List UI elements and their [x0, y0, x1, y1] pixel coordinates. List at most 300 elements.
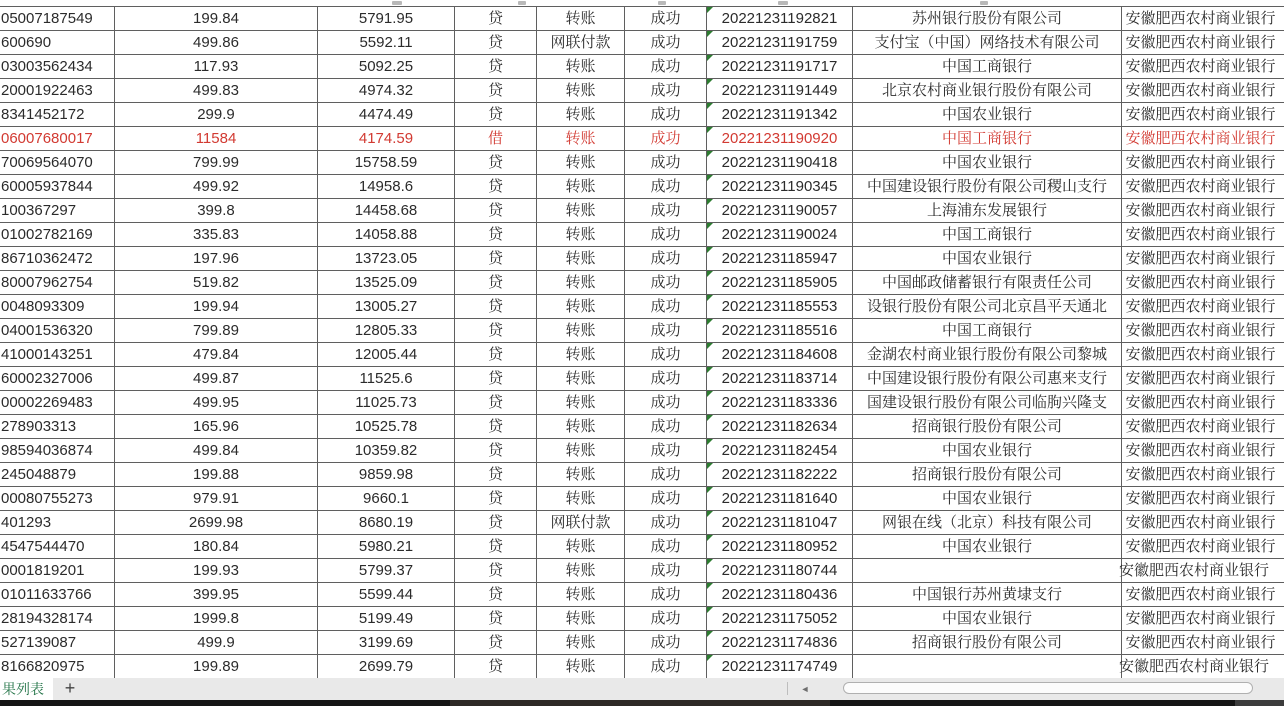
cell-debit-credit[interactable]: 贷	[455, 439, 537, 462]
cell-counterparty-bank[interactable]: 中国农业银行	[853, 103, 1122, 126]
cell-agent-bank[interactable]	[1122, 487, 1284, 510]
cell-balance[interactable]: 13525.09	[318, 271, 455, 294]
cell-counterparty-bank[interactable]: 国建设银行股份有限公司临朐兴隆支	[853, 391, 1122, 414]
table-row	[0, 199, 1284, 223]
clipped-row-remnant	[518, 1, 526, 5]
cell-timestamp[interactable]	[707, 175, 853, 198]
cell-timestamp[interactable]	[707, 223, 853, 246]
table-row	[0, 559, 1284, 583]
cell-status[interactable]: 成功	[625, 607, 707, 630]
cell-debit-credit[interactable]: 贷	[455, 79, 537, 102]
cell-account-number[interactable]: 98594036874	[0, 439, 115, 462]
number-stored-as-text-indicator-icon	[707, 175, 713, 181]
cell-balance[interactable]: 8680.19	[318, 511, 455, 534]
table-row	[0, 103, 1284, 127]
cell-account-number[interactable]: 20001922463	[0, 79, 115, 102]
cell-counterparty-bank[interactable]: 中国邮政储蓄银行有限责任公司	[853, 271, 1122, 294]
agent-bank-text: 安徽肥西农村商业银行	[1125, 130, 1276, 147]
cell-amount[interactable]: 199.88	[115, 463, 318, 486]
cell-account-number[interactable]: 8341452172	[0, 103, 115, 126]
cell-agent-bank[interactable]	[1122, 367, 1284, 390]
cell-account-number[interactable]: 600690	[0, 31, 115, 54]
cell-timestamp[interactable]	[707, 415, 853, 438]
cell-balance[interactable]: 9660.1	[318, 487, 455, 510]
cell-debit-credit[interactable]: 贷	[455, 631, 537, 654]
cell-debit-credit[interactable]: 贷	[455, 151, 537, 174]
cell-counterparty-bank[interactable]: 招商银行股份有限公司	[853, 415, 1122, 438]
cell-debit-credit[interactable]: 贷	[455, 319, 537, 342]
table-row	[0, 271, 1284, 295]
cell-method[interactable]: 转账	[537, 487, 625, 510]
cell-timestamp[interactable]	[707, 271, 853, 294]
cell-account-number[interactable]: 0048093309	[0, 295, 115, 318]
timestamp-text: 20221231180436	[721, 586, 838, 603]
cell-counterparty-bank[interactable]: 中国农业银行	[853, 439, 1122, 462]
number-stored-as-text-indicator-icon	[707, 31, 713, 37]
cell-method[interactable]: 网联付款	[537, 31, 625, 54]
cell-method[interactable]: 转账	[537, 367, 625, 390]
cell-agent-bank[interactable]	[1122, 415, 1284, 438]
cell-timestamp[interactable]	[707, 295, 853, 318]
cell-balance[interactable]: 9859.98	[318, 463, 455, 486]
cell-counterparty-bank[interactable]: 中国工商银行	[853, 223, 1122, 246]
cell-amount[interactable]: 479.84	[115, 343, 318, 366]
cell-debit-credit[interactable]: 贷	[455, 247, 537, 270]
cell-timestamp[interactable]	[707, 607, 853, 630]
cell-balance[interactable]: 10525.78	[318, 415, 455, 438]
cell-timestamp[interactable]	[707, 247, 853, 270]
cell-method[interactable]: 转账	[537, 295, 625, 318]
cell-status[interactable]: 成功	[625, 463, 707, 486]
cell-debit-credit[interactable]: 贷	[455, 367, 537, 390]
cell-account-number[interactable]: 0001819201	[0, 559, 115, 582]
number-stored-as-text-indicator-icon	[707, 295, 713, 301]
cell-status[interactable]: 成功	[625, 631, 707, 654]
number-stored-as-text-indicator-icon	[707, 535, 713, 541]
cell-agent-bank[interactable]	[1122, 511, 1284, 534]
cell-method[interactable]: 转账	[537, 463, 625, 486]
cell-counterparty-bank[interactable]: 中国建设银行股份有限公司惠来支行	[853, 367, 1122, 390]
agent-bank-text: 安徽肥西农村商业银行	[1125, 298, 1276, 315]
cell-agent-bank[interactable]	[1122, 319, 1284, 342]
cell-method[interactable]: 网联付款	[537, 511, 625, 534]
cell-status[interactable]: 成功	[625, 55, 707, 78]
cell-status[interactable]: 成功	[625, 343, 707, 366]
cell-timestamp[interactable]	[707, 103, 853, 126]
cell-account-number[interactable]: 70069564070	[0, 151, 115, 174]
number-stored-as-text-indicator-icon	[707, 559, 713, 565]
cell-timestamp[interactable]	[707, 151, 853, 174]
cell-agent-bank[interactable]	[1122, 223, 1284, 246]
cell-counterparty-bank[interactable]: 招商银行股份有限公司	[853, 631, 1122, 654]
cell-agent-bank[interactable]	[1122, 7, 1284, 30]
cell-method[interactable]: 转账	[537, 79, 625, 102]
cell-balance[interactable]: 5199.49	[318, 607, 455, 630]
cell-balance[interactable]: 2699.79	[318, 655, 455, 678]
cell-agent-bank[interactable]	[1122, 247, 1284, 270]
cell-timestamp[interactable]	[707, 31, 853, 54]
cell-status[interactable]: 成功	[625, 31, 707, 54]
cell-debit-credit[interactable]: 贷	[455, 559, 537, 582]
cell-debit-credit[interactable]: 贷	[455, 415, 537, 438]
cell-status[interactable]: 成功	[625, 655, 707, 678]
agent-bank-text: 安徽肥西农村商业银行	[1125, 322, 1276, 339]
cell-status[interactable]: 成功	[625, 223, 707, 246]
cell-timestamp[interactable]	[707, 559, 853, 582]
cell-agent-bank[interactable]	[1122, 391, 1284, 414]
cell-balance[interactable]: 14958.6	[318, 175, 455, 198]
cell-amount[interactable]: 799.89	[115, 319, 318, 342]
cell-balance[interactable]: 12805.33	[318, 319, 455, 342]
cell-account-number[interactable]: 04001536320	[0, 319, 115, 342]
cell-counterparty-bank[interactable]: 中国农业银行	[853, 151, 1122, 174]
cell-agent-bank[interactable]	[1122, 631, 1284, 654]
cell-method[interactable]: 转账	[537, 607, 625, 630]
cell-amount[interactable]: 519.82	[115, 271, 318, 294]
cell-account-number[interactable]: 00002269483	[0, 391, 115, 414]
number-stored-as-text-indicator-icon	[707, 631, 713, 637]
cell-counterparty-bank[interactable]: 中国银行苏州黄埭支行	[853, 583, 1122, 606]
cell-counterparty-bank[interactable]: 中国工商银行	[853, 319, 1122, 342]
cell-method[interactable]: 转账	[537, 175, 625, 198]
cell-status[interactable]: 成功	[625, 175, 707, 198]
cell-amount[interactable]: 499.95	[115, 391, 318, 414]
cell-debit-credit[interactable]: 贷	[455, 199, 537, 222]
cell-status[interactable]: 成功	[625, 7, 707, 30]
cell-debit-credit[interactable]: 贷	[455, 583, 537, 606]
cell-debit-credit[interactable]: 贷	[455, 391, 537, 414]
cell-amount[interactable]: 499.9	[115, 631, 318, 654]
cell-counterparty-bank[interactable]: 中国农业银行	[853, 247, 1122, 270]
cell-balance[interactable]: 5592.11	[318, 31, 455, 54]
cell-balance[interactable]: 13005.27	[318, 295, 455, 318]
cell-debit-credit[interactable]: 贷	[455, 55, 537, 78]
cell-agent-bank[interactable]	[1122, 295, 1284, 318]
table-row	[0, 535, 1284, 559]
cell-timestamp[interactable]	[707, 319, 853, 342]
cell-account-number[interactable]: 401293	[0, 511, 115, 534]
cell-account-number[interactable]: 60002327006	[0, 367, 115, 390]
cell-amount[interactable]: 499.87	[115, 367, 318, 390]
cell-counterparty-bank[interactable]: 中国农业银行	[853, 535, 1122, 558]
cell-balance[interactable]: 5799.37	[318, 559, 455, 582]
agent-bank-text: 安徽肥西农村商业银行	[1118, 562, 1269, 579]
cell-method[interactable]: 转账	[537, 655, 625, 678]
table-row	[0, 319, 1284, 343]
cell-method[interactable]: 转账	[537, 343, 625, 366]
cell-account-number[interactable]: 8166820975	[0, 655, 115, 678]
cell-amount[interactable]: 199.94	[115, 295, 318, 318]
cell-balance[interactable]: 4174.59	[318, 127, 455, 150]
cell-counterparty-bank[interactable]	[853, 655, 1122, 678]
cell-amount[interactable]: 399.8	[115, 199, 318, 222]
cell-status[interactable]: 成功	[625, 247, 707, 270]
table-row	[0, 463, 1284, 487]
cell-amount[interactable]: 117.93	[115, 55, 318, 78]
cell-amount[interactable]: 199.84	[115, 7, 318, 30]
cell-counterparty-bank[interactable]: 支付宝（中国）网络技术有限公司	[853, 31, 1122, 54]
cell-method[interactable]: 转账	[537, 415, 625, 438]
table-row	[0, 247, 1284, 271]
cell-debit-credit[interactable]: 贷	[455, 223, 537, 246]
cell-counterparty-bank[interactable]	[853, 559, 1122, 582]
cell-method[interactable]: 转账	[537, 247, 625, 270]
cell-agent-bank[interactable]	[1122, 535, 1284, 558]
number-stored-as-text-indicator-icon	[707, 55, 713, 61]
cell-amount[interactable]: 180.84	[115, 535, 318, 558]
cell-balance[interactable]: 10359.82	[318, 439, 455, 462]
agent-bank-text: 安徽肥西农村商业银行	[1125, 610, 1276, 627]
cell-status[interactable]: 成功	[625, 535, 707, 558]
cell-amount[interactable]: 197.96	[115, 247, 318, 270]
cell-counterparty-bank[interactable]: 中国工商银行	[853, 127, 1122, 150]
cell-method[interactable]: 转账	[537, 439, 625, 462]
cell-counterparty-bank[interactable]: 金湖农村商业银行股份有限公司黎城	[853, 343, 1122, 366]
cell-balance[interactable]: 5791.95	[318, 7, 455, 30]
cell-amount[interactable]: 499.92	[115, 175, 318, 198]
cell-amount[interactable]: 499.84	[115, 439, 318, 462]
number-stored-as-text-indicator-icon	[707, 271, 713, 277]
cell-debit-credit[interactable]: 贷	[455, 343, 537, 366]
cell-method[interactable]: 转账	[537, 559, 625, 582]
cell-agent-bank[interactable]	[1122, 175, 1284, 198]
cell-counterparty-bank[interactable]: 设银行股份有限公司北京昌平天通北	[853, 295, 1122, 318]
cell-status[interactable]: 成功	[625, 127, 707, 150]
cell-account-number[interactable]: 00080755273	[0, 487, 115, 510]
cell-amount[interactable]: 1999.8	[115, 607, 318, 630]
sheet-tab-bar	[0, 678, 1284, 700]
cell-counterparty-bank[interactable]: 中国工商银行	[853, 55, 1122, 78]
cell-method[interactable]: 转账	[537, 223, 625, 246]
cell-method[interactable]: 转账	[537, 55, 625, 78]
cell-counterparty-bank[interactable]: 网银在线（北京）科技有限公司	[853, 511, 1122, 534]
cell-account-number[interactable]: 278903313	[0, 415, 115, 438]
cell-status[interactable]: 成功	[625, 79, 707, 102]
cell-balance[interactable]: 13723.05	[318, 247, 455, 270]
cell-balance[interactable]: 5599.44	[318, 583, 455, 606]
table-row	[0, 367, 1284, 391]
cell-debit-credit[interactable]: 贷	[455, 511, 537, 534]
agent-bank-text: 安徽肥西农村商业银行	[1125, 586, 1276, 603]
cell-amount[interactable]: 11584	[115, 127, 318, 150]
cell-debit-credit[interactable]: 贷	[455, 31, 537, 54]
taskbar-segment	[1235, 700, 1284, 706]
cell-account-number[interactable]: 06007680017	[0, 127, 115, 150]
cell-debit-credit[interactable]: 贷	[455, 655, 537, 678]
cell-status[interactable]: 成功	[625, 511, 707, 534]
cell-debit-credit[interactable]: 贷	[455, 175, 537, 198]
timestamp-text: 20221231182222	[721, 466, 838, 483]
cell-amount[interactable]: 199.93	[115, 559, 318, 582]
cell-balance[interactable]: 15758.59	[318, 151, 455, 174]
cell-amount[interactable]: 799.99	[115, 151, 318, 174]
cell-method[interactable]: 转账	[537, 391, 625, 414]
cell-agent-bank[interactable]	[1122, 31, 1284, 54]
cell-amount[interactable]: 499.86	[115, 31, 318, 54]
cell-agent-bank[interactable]	[1122, 55, 1284, 78]
cell-agent-bank[interactable]	[1118, 655, 1284, 678]
cell-timestamp[interactable]	[707, 55, 853, 78]
table-row	[0, 607, 1284, 631]
cell-agent-bank[interactable]	[1122, 127, 1284, 150]
horizontal-scrollbar-thumb[interactable]	[843, 682, 1253, 694]
cell-account-number[interactable]: 01002782169	[0, 223, 115, 246]
cell-timestamp[interactable]	[707, 127, 853, 150]
agent-bank-text: 安徽肥西农村商业银行	[1125, 514, 1276, 531]
cell-status[interactable]: 成功	[625, 151, 707, 174]
cell-balance[interactable]: 4974.32	[318, 79, 455, 102]
cell-status[interactable]: 成功	[625, 559, 707, 582]
cell-agent-bank[interactable]	[1122, 583, 1284, 606]
cell-method[interactable]: 转账	[537, 7, 625, 30]
timestamp-text: 20221231174836	[721, 634, 838, 651]
cell-account-number[interactable]: 28194328174	[0, 607, 115, 630]
cell-method[interactable]: 转账	[537, 151, 625, 174]
scrollbar-left-arrow-icon[interactable]: ◄	[800, 684, 810, 694]
cell-balance[interactable]: 14458.68	[318, 199, 455, 222]
cell-timestamp[interactable]	[707, 439, 853, 462]
cell-debit-credit[interactable]: 贷	[455, 607, 537, 630]
cell-status[interactable]: 成功	[625, 367, 707, 390]
cell-counterparty-bank[interactable]: 上海浦东发展银行	[853, 199, 1122, 222]
cell-counterparty-bank[interactable]: 招商银行股份有限公司	[853, 463, 1122, 486]
timestamp-text: 20221231190024	[721, 226, 838, 243]
timestamp-text: 20221231191717	[721, 58, 838, 75]
number-stored-as-text-indicator-icon	[707, 367, 713, 373]
cell-balance[interactable]: 4474.49	[318, 103, 455, 126]
cell-account-number[interactable]: 41000143251	[0, 343, 115, 366]
cell-amount[interactable]: 2699.98	[115, 511, 318, 534]
cell-account-number[interactable]: 245048879	[0, 463, 115, 486]
cell-method[interactable]: 转账	[537, 127, 625, 150]
cell-agent-bank[interactable]	[1122, 151, 1284, 174]
cell-status[interactable]: 成功	[625, 103, 707, 126]
cell-amount[interactable]: 299.9	[115, 103, 318, 126]
cell-timestamp[interactable]	[707, 511, 853, 534]
cell-balance[interactable]: 14058.88	[318, 223, 455, 246]
cell-account-number[interactable]: 527139087	[0, 631, 115, 654]
cell-account-number[interactable]: 05007187549	[0, 7, 115, 30]
cell-counterparty-bank[interactable]: 中国农业银行	[853, 487, 1122, 510]
cell-status[interactable]: 成功	[625, 199, 707, 222]
cell-balance[interactable]: 5092.25	[318, 55, 455, 78]
cell-amount[interactable]: 199.89	[115, 655, 318, 678]
cell-timestamp[interactable]	[707, 631, 853, 654]
cell-account-number[interactable]: 80007962754	[0, 271, 115, 294]
cell-balance[interactable]: 12005.44	[318, 343, 455, 366]
cell-balance[interactable]: 3199.69	[318, 631, 455, 654]
cell-timestamp[interactable]	[707, 391, 853, 414]
cell-agent-bank[interactable]	[1122, 343, 1284, 366]
cell-agent-bank[interactable]	[1122, 607, 1284, 630]
cell-amount[interactable]: 399.95	[115, 583, 318, 606]
cell-method[interactable]: 转账	[537, 319, 625, 342]
cell-debit-credit[interactable]: 贷	[455, 463, 537, 486]
cell-debit-credit[interactable]: 贷	[455, 103, 537, 126]
cell-method[interactable]: 转账	[537, 631, 625, 654]
agent-bank-text: 安徽肥西农村商业银行	[1125, 154, 1276, 171]
cell-amount[interactable]: 979.91	[115, 487, 318, 510]
cell-agent-bank[interactable]	[1122, 439, 1284, 462]
agent-bank-text: 安徽肥西农村商业银行	[1125, 418, 1276, 435]
cell-status[interactable]: 成功	[625, 583, 707, 606]
cell-debit-credit[interactable]: 贷	[455, 535, 537, 558]
cell-status[interactable]: 成功	[625, 391, 707, 414]
cell-counterparty-bank[interactable]: 中国建设银行股份有限公司稷山支行	[853, 175, 1122, 198]
cell-timestamp[interactable]	[707, 199, 853, 222]
cell-timestamp[interactable]	[707, 487, 853, 510]
cell-method[interactable]: 转账	[537, 199, 625, 222]
cell-status[interactable]: 成功	[625, 415, 707, 438]
cell-timestamp[interactable]	[707, 535, 853, 558]
cell-agent-bank[interactable]	[1118, 559, 1284, 582]
cell-agent-bank[interactable]	[1122, 103, 1284, 126]
cell-amount[interactable]: 335.83	[115, 223, 318, 246]
cell-debit-credit[interactable]: 贷	[455, 271, 537, 294]
cell-debit-credit[interactable]: 借	[455, 127, 537, 150]
cell-timestamp[interactable]	[707, 463, 853, 486]
cell-status[interactable]: 成功	[625, 271, 707, 294]
cell-timestamp[interactable]	[707, 583, 853, 606]
cell-method[interactable]: 转账	[537, 103, 625, 126]
cell-agent-bank[interactable]	[1122, 271, 1284, 294]
cell-timestamp[interactable]	[707, 343, 853, 366]
cell-status[interactable]: 成功	[625, 487, 707, 510]
cell-timestamp[interactable]	[707, 79, 853, 102]
number-stored-as-text-indicator-icon	[707, 223, 713, 229]
timestamp-text: 20221231183336	[721, 394, 838, 411]
cell-balance[interactable]: 11025.73	[318, 391, 455, 414]
cell-status[interactable]: 成功	[625, 319, 707, 342]
new-sheet-button[interactable]: +	[64, 678, 76, 698]
cell-balance[interactable]: 11525.6	[318, 367, 455, 390]
cell-counterparty-bank[interactable]: 苏州银行股份有限公司	[853, 7, 1122, 30]
agent-bank-text: 安徽肥西农村商业银行	[1125, 106, 1276, 123]
cell-debit-credit[interactable]: 贷	[455, 295, 537, 318]
cell-balance[interactable]: 5980.21	[318, 535, 455, 558]
cell-method[interactable]: 转账	[537, 583, 625, 606]
number-stored-as-text-indicator-icon	[707, 511, 713, 517]
cell-debit-credit[interactable]: 贷	[455, 7, 537, 30]
cell-agent-bank[interactable]	[1122, 199, 1284, 222]
cell-amount[interactable]: 499.83	[115, 79, 318, 102]
cell-agent-bank[interactable]	[1122, 79, 1284, 102]
cell-account-number[interactable]: 01011633766	[0, 583, 115, 606]
number-stored-as-text-indicator-icon	[707, 607, 713, 613]
cell-timestamp[interactable]	[707, 367, 853, 390]
cell-account-number[interactable]: 100367297	[0, 199, 115, 222]
cell-counterparty-bank[interactable]: 中国农业银行	[853, 607, 1122, 630]
cell-status[interactable]: 成功	[625, 295, 707, 318]
cell-status[interactable]: 成功	[625, 439, 707, 462]
cell-timestamp[interactable]	[707, 7, 853, 30]
cell-debit-credit[interactable]: 贷	[455, 487, 537, 510]
cell-timestamp[interactable]	[707, 655, 853, 678]
cell-account-number[interactable]: 60005937844	[0, 175, 115, 198]
cell-account-number[interactable]: 4547544470	[0, 535, 115, 558]
timestamp-text: 20221231181640	[721, 490, 838, 507]
sheet-tab-active[interactable]: 果列表	[0, 678, 53, 700]
cell-method[interactable]: 转账	[537, 535, 625, 558]
cell-amount[interactable]: 165.96	[115, 415, 318, 438]
cell-counterparty-bank[interactable]: 北京农村商业银行股份有限公司	[853, 79, 1122, 102]
number-stored-as-text-indicator-icon	[707, 103, 713, 109]
timestamp-text: 20221231182454	[721, 442, 838, 459]
cell-account-number[interactable]: 86710362472	[0, 247, 115, 270]
cell-agent-bank[interactable]	[1122, 463, 1284, 486]
cell-account-number[interactable]: 03003562434	[0, 55, 115, 78]
cell-method[interactable]: 转账	[537, 271, 625, 294]
